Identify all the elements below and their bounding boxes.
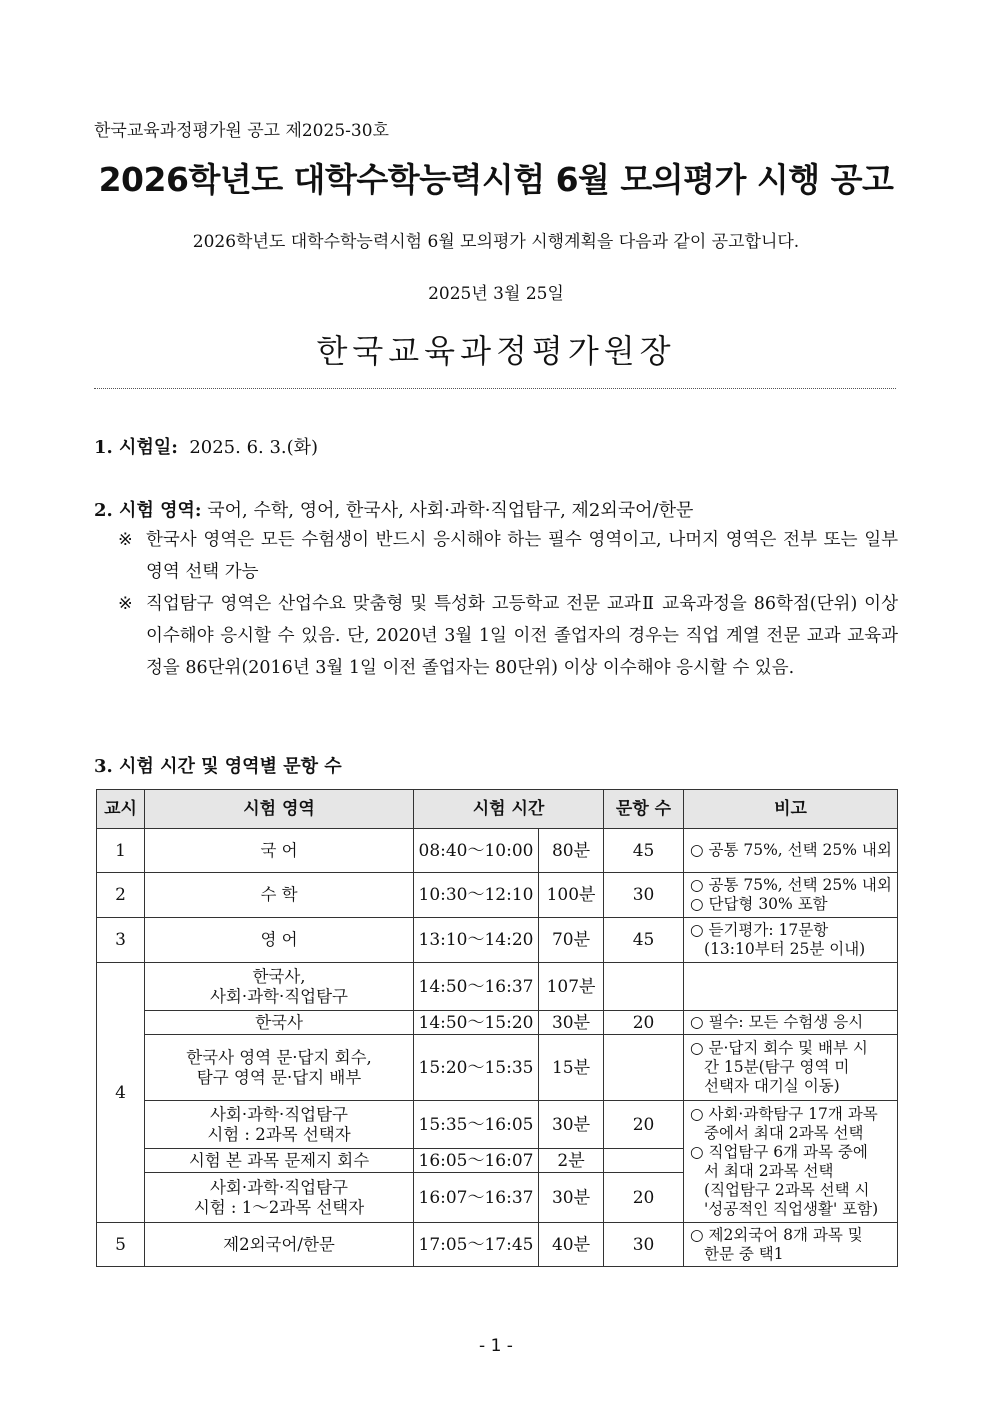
cell-remarks: ○ 공통 75%, 선택 25% 내외 ○ 단답형 30% 포함 — [684, 873, 898, 918]
cell-count: 20 — [604, 1011, 684, 1035]
cell-minutes: 100분 — [539, 873, 604, 918]
cell-area: 사회·과학·직업탐구 시험 : 2과목 선택자 — [145, 1101, 414, 1149]
cell-remarks: ○ 듣기평가: 17문항 (13:10부터 25분 이내) — [684, 918, 898, 963]
cell-time: 10:30～12:10 — [414, 873, 539, 918]
cell-count: 30 — [604, 1223, 684, 1267]
cell-remarks — [684, 963, 898, 1011]
cell-area: 영 어 — [145, 918, 414, 963]
cell-period: 4 — [97, 963, 145, 1223]
cell-area: 사회·과학·직업탐구 시험 : 1～2과목 선택자 — [145, 1173, 414, 1223]
cell-time: 16:07～16:37 — [414, 1173, 539, 1223]
header-period: 교시 — [97, 790, 145, 829]
cell-time: 17:05～17:45 — [414, 1223, 539, 1267]
table-row — [97, 1011, 898, 1035]
issuer-name: 한국교육과정평가원장 — [316, 332, 676, 370]
cell-area: 수 학 — [145, 873, 414, 918]
cell-minutes: 40분 — [539, 1223, 604, 1267]
cell-remarks: ○ 제2외국어 8개 과목 및 한문 중 택1 — [684, 1223, 898, 1267]
section-schedule-title — [94, 752, 342, 778]
exam-date-value: 2025. 6. 3.(화) — [189, 437, 319, 458]
note-text: 한국사 영역은 모든 수험생이 반드시 응시해야 하는 필수 영역이고, 나머지 영역은 전부 또는 일부 영역 선택 가능 — [146, 530, 898, 582]
note-korean-history — [118, 524, 898, 588]
table-row — [97, 918, 898, 963]
table-row — [97, 1223, 898, 1267]
header-time: 시험 시간 — [414, 790, 604, 829]
cell-minutes: 15분 — [539, 1035, 604, 1101]
cell-period: 1 — [97, 829, 145, 873]
cell-period: 5 — [97, 1223, 145, 1267]
notice-date: 2025년 3월 25일 — [428, 284, 564, 304]
cell-time: 15:35～16:05 — [414, 1101, 539, 1149]
cell-area: 한국사 — [145, 1011, 414, 1035]
cell-time: 14:50～16:37 — [414, 963, 539, 1011]
cell-count: 20 — [604, 1173, 684, 1223]
cell-area: 한국사, 사회·과학·직업탐구 — [145, 963, 414, 1011]
header-remarks: 비고 — [684, 790, 898, 829]
table-row — [97, 1101, 898, 1149]
cell-remarks: ○ 공통 75%, 선택 25% 내외 — [684, 829, 898, 873]
cell-time: 14:50～15:20 — [414, 1011, 539, 1035]
header-area: 시험 영역 — [145, 790, 414, 829]
schedule-label: 3. 시험 시간 및 영역별 문항 수 — [94, 756, 342, 777]
cell-count — [604, 1035, 684, 1101]
cell-count: 45 — [604, 918, 684, 963]
cell-minutes: 107분 — [539, 963, 604, 1011]
table-row — [97, 1035, 898, 1101]
cell-remarks: ○ 필수: 모든 수험생 응시 — [684, 1011, 898, 1035]
note-text: 직업탐구 영역은 산업수요 맞춤형 및 특성화 고등학교 전문 교과Ⅱ 교육과정을 86학점(단위) 이상 이수해야 응시할 수 있음. 단, 2020년 3월 1일 이전 졸업자의 경우는 직업 계열 전문 교과 교육과정을 86단위(2016년 3월 1일 이전 졸업자는 80단위) 이상 이수해야 응시할 수 있음. — [146, 594, 898, 678]
page-number: - 1 - — [479, 1336, 513, 1356]
cell-time: 08:40～10:00 — [414, 829, 539, 873]
section-exam-date — [94, 433, 318, 459]
exam-areas-value: 국어, 수학, 영어, 한국사, 사회·과학·직업탐구, 제2외국어/한문 — [207, 500, 694, 521]
table-row — [97, 963, 898, 1011]
note-mark: ※ — [118, 530, 133, 550]
page-title: 2026학년도 대학수학능력시험 6월 모의평가 시행 공고 — [98, 160, 894, 199]
cell-count — [604, 1149, 684, 1173]
cell-area: 국 어 — [145, 829, 414, 873]
cell-minutes: 70분 — [539, 918, 604, 963]
cell-area: 제2외국어/한문 — [145, 1223, 414, 1267]
cell-period: 2 — [97, 873, 145, 918]
cell-time: 13:10～14:20 — [414, 918, 539, 963]
cell-time: 16:05～16:07 — [414, 1149, 539, 1173]
notice-number: 한국교육과정평가원 공고 제2025-30호 — [94, 121, 389, 141]
cell-count: 20 — [604, 1101, 684, 1149]
intro-text: 2026학년도 대학수학능력시험 6월 모의평가 시행계획을 다음과 같이 공고합니다. — [192, 232, 800, 252]
cell-area: 한국사 영역 문·답지 회수, 탐구 영역 문·답지 배부 — [145, 1035, 414, 1101]
cell-remarks: ○ 문·답지 회수 및 배부 시 간 15분(탐구 영역 미 선택자 대기실 이동) — [684, 1035, 898, 1101]
note-mark: ※ — [118, 594, 133, 614]
header-count: 문항 수 — [604, 790, 684, 829]
cell-period: 3 — [97, 918, 145, 963]
cell-minutes: 80분 — [539, 829, 604, 873]
table-header-row — [97, 790, 898, 829]
schedule-table — [96, 789, 898, 1267]
cell-minutes: 30분 — [539, 1011, 604, 1035]
exam-areas-label: 2. 시험 영역: — [94, 500, 202, 521]
table-row — [97, 829, 898, 873]
cell-count: 45 — [604, 829, 684, 873]
cell-count — [604, 963, 684, 1011]
exam-date-label: 1. 시험일: — [94, 437, 178, 458]
cell-minutes: 30분 — [539, 1173, 604, 1223]
table-row — [97, 873, 898, 918]
divider — [94, 388, 896, 389]
section-exam-areas — [94, 496, 693, 522]
cell-count: 30 — [604, 873, 684, 918]
note-vocational — [118, 588, 898, 684]
cell-time: 15:20～15:35 — [414, 1035, 539, 1101]
cell-remarks: ○ 사회·과학탐구 17개 과목 중에서 최대 2과목 선택 ○ 직업탐구 6개 과목 중에 서 최대 2과목 선택 (직업탐구 2과목 선택 시 '성공적인 직업생활' 포함) — [684, 1101, 898, 1223]
cell-area: 시험 본 과목 문제지 회수 — [145, 1149, 414, 1173]
cell-minutes: 30분 — [539, 1101, 604, 1149]
cell-minutes: 2분 — [539, 1149, 604, 1173]
